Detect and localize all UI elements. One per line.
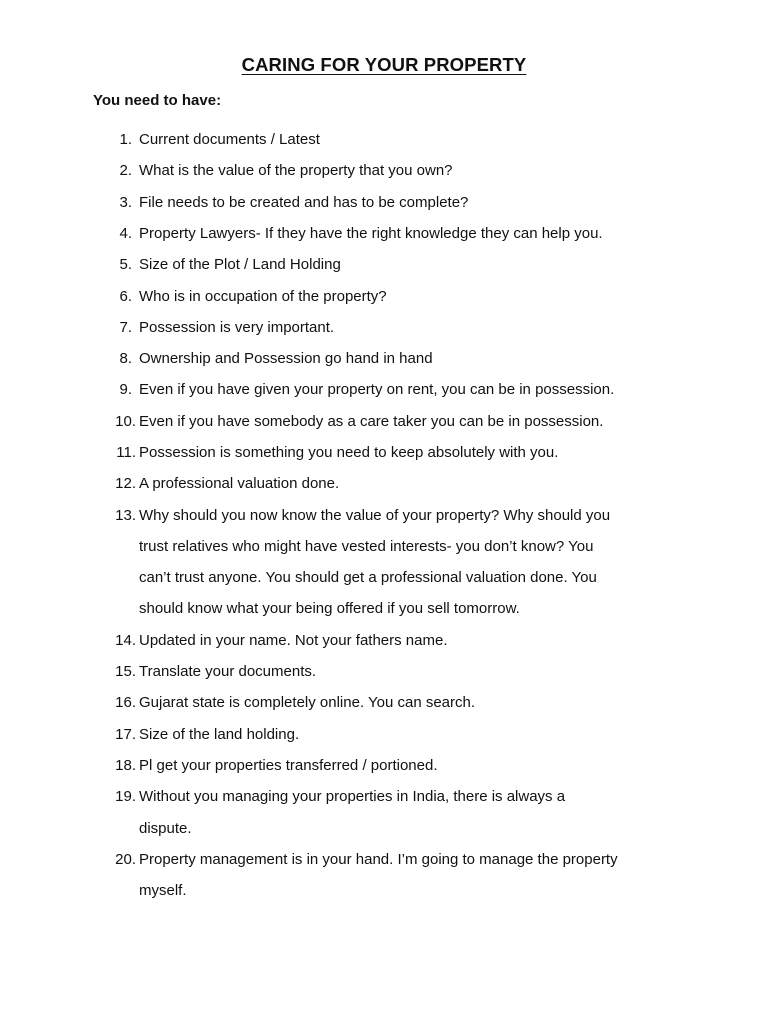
list-item-text: Who is in occupation of the property? [139,287,387,305]
list-item-text: Current documents / Latest [139,131,320,148]
list-item-number: 13. [115,506,136,524]
list-item-number: 16. [115,694,136,712]
list-item-text: What is the value of the property that you own? [139,162,453,180]
list-item-number: 9. [119,381,132,399]
list-item-number: 12. [115,475,136,493]
list-item-text: Even if you have somebody as a care taker you can be in possession. [139,412,604,430]
list-item-text: Possession is something you need to keep absolutely with you. [139,444,559,461]
document-subtitle: You need to have: [93,92,222,109]
list-item-number: 3. [119,193,132,211]
list-item-text: Size of the land holding. [139,725,300,743]
list-item-text: A professional valuation done. [139,475,340,493]
list-item-number: 6. [119,287,132,305]
list-item-text: Why should you now know the value of your property? Why should you trust relatives who might have vested interests- you don’t know? You can’t trust anyone. You should get a professional valuation done. You should know what your being offered if you sell tomorrow. [139,506,611,618]
list-item-text: Property management is in your hand. I’m going to manage the property myself. [139,850,618,900]
list-item-number: 19. [115,788,136,806]
document-title: CARING FOR YOUR PROPERTY [241,54,527,75]
list-item-number: 11. [116,444,136,461]
list-item-number: 2. [119,162,132,180]
list-item-number: 5. [119,256,132,274]
list-item-text: Property Lawyers- If they have the right knowledge they can help you. [139,224,603,242]
list-item-number: 18. [115,757,136,774]
list-item-number: 1. [119,131,132,148]
list-item-text: Pl get your properties transferred / portioned. [139,757,438,774]
list-item-text: Ownership and Possession go hand in hand [139,350,433,368]
list-item-text: Even if you have given your property on rent, you can be in possession. [139,381,615,399]
list-item-text: Size of the Plot / Land Holding [139,256,341,274]
list-item-number: 4. [119,224,132,242]
list-item-number: 14. [115,631,136,649]
list-item-text: Without you managing your properties in India, there is always a dispute. [139,788,566,837]
list-item-text: File needs to be created and has to be complete? [139,193,469,211]
list-item-number: 17. [115,725,136,743]
list-item-number: 15. [115,663,136,681]
list-item-text: Gujarat state is completely online. You can search. [139,694,476,712]
list-item-text: Updated in your name. Not your fathers name. [139,631,448,649]
list-item-number: 7. [119,318,132,336]
list-item-number: 8. [119,350,132,368]
list-item-text: Possession is very important. [139,318,335,336]
list-item-text: Translate your documents. [139,663,317,681]
list-item-number: 20. [115,850,136,868]
list-item-number: 10. [115,412,136,430]
